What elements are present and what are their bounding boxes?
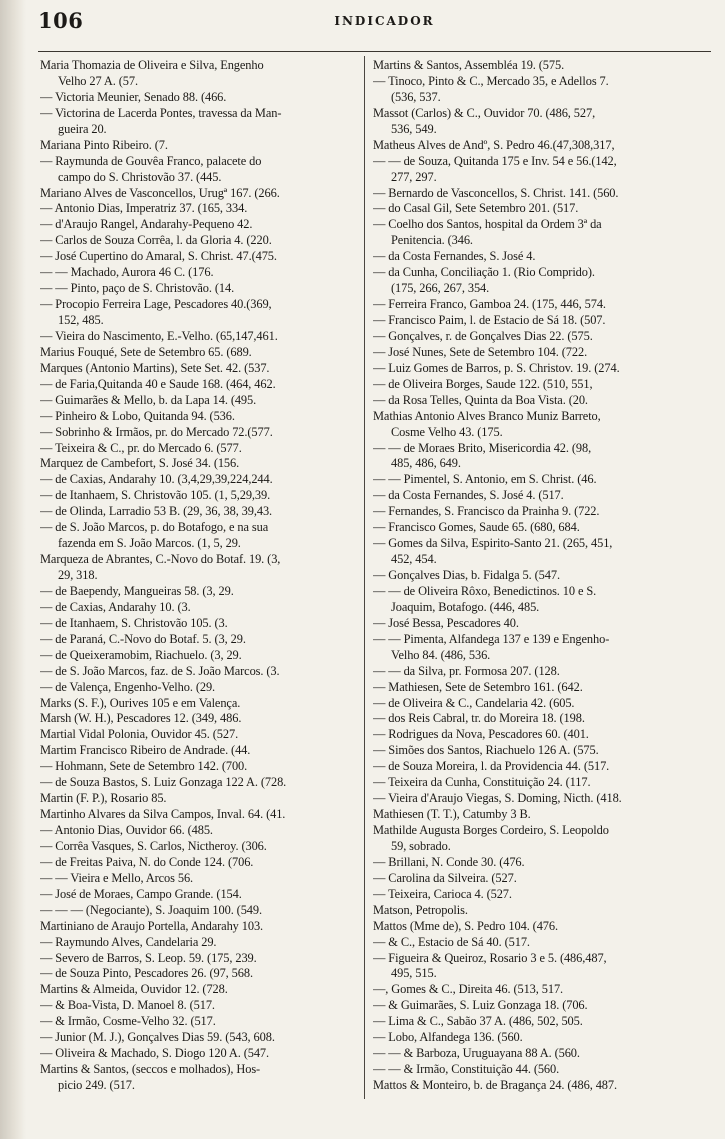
directory-entry-line: — de Caxias, Andarahy 10. (3. — [40, 599, 191, 614]
directory-entry-line: — de Souza Bastos, S. Luiz Gonzaga 122 A. (728. — [40, 775, 287, 790]
directory-entry-line: — de Itanhaem, S. Christovão 105. (1, 5,29,39. — [40, 488, 271, 503]
directory-entry-line: — Carolina da Silveira. (527. — [373, 870, 517, 885]
directory-entry-line: — de Oliveira Borges, Saude 122. (510, 551, — [373, 376, 593, 391]
directory-entry-line: — Sobrinho & Irmãos, pr. do Mercado 72.(577. — [40, 424, 273, 439]
directory-entry-line: Marques (Antonio Martins), Sete Set. 42. (537. — [40, 360, 270, 375]
directory-entry-line: — Lima & C., Sabão 37 A. (486, 502, 505. — [373, 1014, 583, 1029]
directory-entry-line: 452, 454. — [391, 552, 437, 567]
directory-entry-line: — Brillani, N. Conde 30. (476. — [373, 854, 525, 869]
directory-entry-line: Mathias Antonio Alves Branco Muniz Barreto, — [373, 408, 601, 423]
directory-entry-line: — de Souza Moreira, l. da Providencia 44. (517. — [373, 759, 610, 774]
directory-entry-line: — Raymundo Alves, Candelaria 29. — [40, 934, 217, 949]
directory-entry-line: — Severo de Barros, S. Leop. 59. (175, 239. — [40, 950, 257, 965]
directory-entry-line: — — Pinto, paço de S. Christovão. (14. — [40, 281, 235, 296]
directory-entry-line: — de Oliveira & C., Candelaria 42. (605. — [373, 695, 575, 710]
directory-entry-line: — da Costa Fernandes, S. José 4. — [373, 249, 536, 264]
directory-entry-line: — Mathiesen, Sete de Setembro 161. (642. — [373, 679, 583, 694]
directory-entry-line: — — de Souza, Quitanda 175 e Inv. 54 e 56.(142, — [373, 153, 617, 168]
directory-entry-line: — Gonçalves, r. de Gonçalves Dias 22. (575. — [373, 328, 593, 343]
directory-entry-line: — da Rosa Telles, Quinta da Boa Vista. (20. — [373, 392, 588, 407]
directory-entry-line: — Oliveira & Machado, S. Diogo 120 A. (547. — [40, 1046, 270, 1061]
column-divider — [364, 56, 365, 1099]
directory-entry-line: Martin (F. P.), Rosario 85. — [40, 791, 167, 806]
directory-entry-line: Marquez de Cambefort, S. José 34. (156. — [40, 456, 240, 471]
directory-entry-line: — Raymunda de Gouvêa Franco, palacete do — [40, 153, 262, 168]
directory-entry-line: — de S. João Marcos, p. do Botafogo, e na sua — [40, 520, 269, 535]
directory-entry-line: — & Guimarães, S. Luiz Gonzaga 18. (706. — [373, 998, 588, 1013]
directory-entry-line: — Figueira & Queiroz, Rosario 3 e 5. (486,487, — [373, 950, 607, 965]
directory-entry-line: — de Itanhaem, S. Christovão 105. (3. — [40, 615, 228, 630]
directory-entry-line: Velho 27 A. (57. — [58, 73, 138, 88]
directory-entry-line: — Bernardo de Vasconcellos, S. Christ. 141. (560. — [373, 185, 619, 200]
directory-entry-line: — Procopio Ferreira Lage, Pescadores 40.(369, — [40, 297, 272, 312]
directory-entry-line: — Simões dos Santos, Riachuelo 126 A. (575. — [373, 743, 599, 758]
directory-entry-line: Marqueza de Abrantes, C.-Novo do Botaf. 19. (3, — [40, 552, 281, 567]
directory-entry-line: Mariano Alves de Vasconcellos, Urugª 167. (266. — [40, 185, 280, 200]
directory-entry-line: Martins & Santos, (seccos e molhados), Hos- — [40, 1062, 261, 1077]
page-binding-shadow — [0, 0, 26, 1139]
directory-entry-line: — José Cupertino do Amaral, S. Christ. 47.(475. — [40, 249, 277, 264]
directory-entry-line: — Antonio Dias, Ouvidor 66. (485. — [40, 823, 213, 837]
directory-entry-line: gueira 20. — [58, 121, 107, 136]
directory-entry-line: — Teixeira, Carioca 4. (527. — [373, 886, 512, 901]
directory-entry-line: — — Machado, Aurora 46 C. (176. — [40, 265, 214, 280]
directory-entry-line: — da Costa Fernandes, S. José 4. (517. — [373, 488, 564, 503]
directory-entry-line: 277, 297. — [391, 169, 437, 184]
directory-entry-line: — & Irmão, Cosme-Velho 32. (517. — [40, 1014, 216, 1029]
directory-entry-line: — Ferreira Franco, Gamboa 24. (175, 446, 574. — [373, 297, 606, 312]
directory-entry-line: fazenda em S. João Marcos. (1, 5, 29. — [58, 536, 241, 551]
directory-entry-line: — do Casal Gil, Sete Setembro 201. (517. — [373, 201, 579, 216]
page-number: 106 — [38, 8, 84, 33]
directory-entry-line: Mattos (Mme de), S. Pedro 104. (476. — [373, 918, 558, 933]
running-title: INDICADOR — [334, 14, 435, 28]
directory-entry-line: — Antonio Dias, Imperatriz 37. (165, 334. — [40, 201, 248, 216]
directory-entry-line: Penitencia. (346. — [391, 233, 473, 248]
directory-entry-line: — d'Araujo Rangel, Andarahy-Pequeno 42. — [40, 217, 253, 232]
directory-entry-line: Martinho Alvares da Silva Campos, Inval. 64. (41. — [40, 807, 286, 822]
right-column — [373, 58, 708, 1094]
directory-entry-line: — Guimarães & Mello, b. da Lapa 14. (495. — [40, 392, 257, 407]
directory-entry-line: Martim Francisco Ribeiro de Andrade. (44. — [40, 743, 251, 758]
directory-entry-line: — Junior (M. J.), Gonçalves Dias 59. (543, 608. — [40, 1030, 275, 1045]
directory-entry-line: — Corrêa Vasques, S. Carlos, Nictheroy. (306. — [40, 838, 267, 853]
directory-entry-line: — de Valença, Engenho-Velho. (29. — [40, 679, 216, 694]
directory-entry-line: — Gonçalves Dias, b. Fidalga 5. (547. — [373, 568, 560, 582]
directory-entry-line: 536, 549. — [391, 121, 437, 136]
directory-entry-line: — Teixeira & C., pr. do Mercado 6. (577. — [40, 440, 242, 455]
directory-entry-line: — & Boa-Vista, D. Manoel 8. (517. — [40, 998, 215, 1013]
directory-entry-line: — Luiz Gomes de Barros, p. S. Christov. 19. (274. — [373, 360, 620, 375]
directory-entry-line: — Hohmann, Sete de Setembro 142. (700. — [40, 759, 248, 774]
directory-entry-line: — de Faria,Quitanda 40 e Saude 168. (464, 462. — [40, 376, 276, 391]
directory-entry-line: — & C., Estacio de Sá 40. (517. — [373, 934, 530, 949]
directory-entry-line: — Gomes da Silva, Espirito-Santo 21. (265, 451, — [373, 536, 613, 551]
directory-entry-line: — Lobo, Alfandega 136. (560. — [373, 1030, 523, 1045]
directory-entry-line: — Fernandes, S. Francisco da Prainha 9. (722. — [373, 504, 600, 519]
directory-entry-line: Martial Vidal Polonia, Ouvidor 45. (527. — [40, 727, 239, 742]
directory-entry-line: Marius Fouqué, Sete de Setembro 65. (689. — [40, 344, 252, 359]
directory-entry-line: — — Pimenta, Alfandega 137 e 139 e Engenho- — [373, 631, 610, 646]
directory-entry-line: (175, 266, 267, 354. — [391, 281, 490, 296]
directory-entry-line: 59, sobrado. — [391, 838, 451, 853]
directory-entry-line: — Victorina de Lacerda Pontes, travessa da Man- — [40, 105, 282, 120]
directory-entry-line: — Francisco Gomes, Saude 65. (680, 684. — [373, 520, 580, 535]
directory-entry-line: —, Gomes & C., Direita 46. (513, 517. — [373, 982, 564, 997]
directory-entry-line: — Carlos de Souza Corrêa, l. da Gloria 4. (220. — [40, 233, 272, 248]
directory-entry-line: Velho 84. (486, 536. — [391, 647, 491, 662]
directory-entry-line: Maria Thomazia de Oliveira e Silva, Engenho — [40, 58, 264, 72]
directory-entry-line: — — & Irmão, Constituição 44. (560. — [373, 1062, 560, 1077]
directory-entry-line: 29, 318. — [58, 568, 98, 582]
directory-entry-line: Mariana Pinto Ribeiro. (7. — [40, 137, 168, 152]
directory-entry-line: — de Queixeramobim, Riachuelo. (3, 29. — [40, 647, 242, 662]
directory-entry-line: — de Caxias, Andarahy 10. (3,4,29,39,224,244. — [40, 472, 273, 487]
directory-entry-line: — José Bessa, Pescadores 40. — [373, 615, 519, 630]
directory-entry-line: — Tinoco, Pinto & C., Mercado 35, e Adellos 7. — [373, 73, 609, 88]
directory-entry-line: campo do S. Christovão 37. (445. — [58, 169, 222, 184]
directory-entry-line: Martiniano de Araujo Portella, Andarahy 103. — [40, 918, 264, 933]
directory-entry-line: Cosme Velho 43. (175. — [391, 424, 503, 439]
directory-entry-line: Mathiesen (T. T.), Catumby 3 B. — [373, 807, 531, 822]
directory-entry-line: Mathilde Augusta Borges Cordeiro, S. Leopoldo — [373, 823, 609, 837]
directory-entry-line: Martins & Almeida, Ouvidor 12. (728. — [40, 982, 228, 997]
directory-entry-line: 495, 515. — [391, 966, 437, 981]
directory-entry-line: — de Olinda, Larradio 53 B. (29, 36, 38, 39,43. — [40, 504, 273, 519]
directory-entry-line: — de Freitas Paiva, N. do Conde 124. (706. — [40, 854, 254, 869]
directory-entry-line: — da Cunha, Conciliação 1. (Rio Comprido). — [373, 265, 595, 280]
directory-entry-line: — — & Barboza, Uruguayana 88 A. (560. — [373, 1046, 580, 1061]
directory-entry-line: — de Souza Pinto, Pescadores 26. (97, 568. — [40, 966, 253, 981]
directory-entry-line: — de S. João Marcos, faz. de S. João Marcos. (3. — [40, 663, 280, 678]
directory-entry-line: — Francisco Paim, l. de Estacio de Sá 18. (507. — [373, 313, 606, 327]
directory-entry-line: — Teixeira da Cunha, Constituição 24. (117. — [373, 775, 591, 790]
directory-entry-line: — Coelho dos Santos, hospital da Ordem 3ª da — [373, 217, 602, 232]
left-column — [40, 58, 360, 1094]
directory-entry-line: — Vieira do Nascimento, E.-Velho. (65,147,461. — [40, 328, 278, 343]
directory-entry-line: Massot (Carlos) & C., Ouvidor 70. (486, 527, — [373, 105, 596, 120]
page-header — [38, 8, 707, 42]
directory-entry-line: — dos Reis Cabral, tr. do Moreira 18. (198. — [373, 711, 585, 726]
directory-entry-line: — Vieira d'Araujo Viegas, S. Doming, Nicth. (418. — [373, 791, 622, 806]
directory-entry-line: picio 249. (517. — [58, 1078, 135, 1092]
directory-entry-line: — Rodrigues da Nova, Pescadores 60. (401. — [373, 727, 589, 742]
directory-entry-line: — — de Moraes Brito, Misericordia 42. (98, — [373, 440, 592, 455]
directory-entry-line: — — da Silva, pr. Formosa 207. (128. — [373, 663, 560, 678]
directory-entry-line: Martins & Santos, Assembléa 19. (575. — [373, 58, 565, 72]
directory-entry-line: 485, 486, 649. — [391, 456, 461, 471]
directory-entry-line: 152, 485. — [58, 313, 104, 327]
directory-entry-line: — de Baependy, Mangueiras 58. (3, 29. — [40, 583, 234, 598]
directory-entry-line: — Pinheiro & Lobo, Quitanda 94. (536. — [40, 408, 235, 423]
directory-entry-line: Joaquim, Botafogo. (446, 485. — [391, 599, 540, 614]
directory-entry-line: Marsh (W. H.), Pescadores 12. (349, 486. — [40, 711, 242, 726]
directory-entry-line: — José Nunes, Sete de Setembro 104. (722. — [373, 344, 588, 359]
directory-entry-line: Matson, Petropolis. — [373, 902, 468, 917]
directory-entry-line: — — de Oliveira Rôxo, Benedictinos. 10 e S. — [373, 583, 597, 598]
directory-entry-line: (536, 537. — [391, 89, 441, 104]
directory-entry-line: Matheus Alves de Andº, S. Pedro 46.(47,308,317, — [373, 137, 615, 152]
directory-entry-line: — Victoria Meunier, Senado 88. (466. — [40, 89, 227, 104]
directory-entry-line: — — Pimentel, S. Antonio, em S. Christ. (46. — [373, 472, 597, 487]
directory-entry-line: Marks (S. F.), Ourives 105 e em Valença. — [40, 695, 241, 710]
header-rule — [38, 51, 711, 52]
directory-entry-line: — de Paraná, C.-Novo do Botaf. 5. (3, 29. — [40, 631, 246, 646]
directory-entry-line: Mattos & Monteiro, b. de Bragança 24. (486, 487. — [373, 1078, 617, 1092]
directory-entry-line: — José de Moraes, Campo Grande. (154. — [40, 886, 242, 901]
directory-entry-line: — — Vieira e Mello, Arcos 56. — [40, 870, 194, 885]
directory-entry-line: — — — (Negociante), S. Joaquim 100. (549. — [40, 902, 262, 917]
